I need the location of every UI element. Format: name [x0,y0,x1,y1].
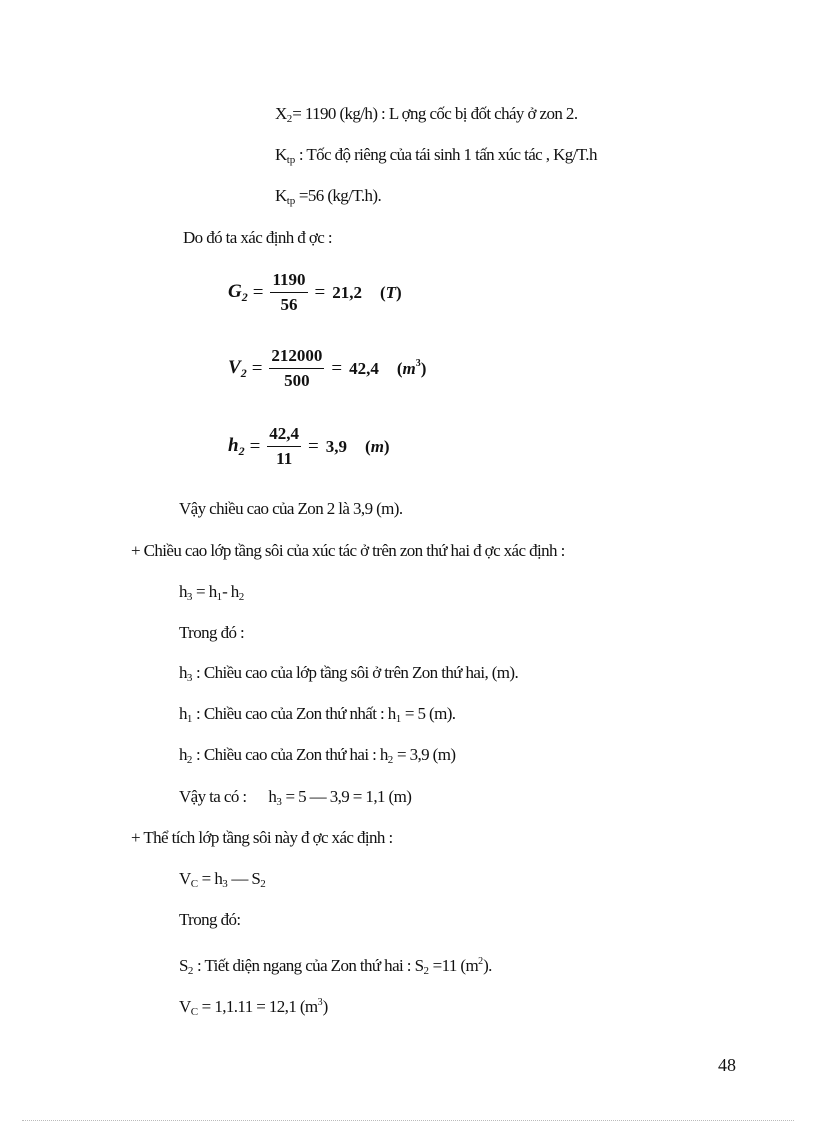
ktp-value: $K_{tp} =56$ (kg/T.h). [275,186,382,207]
eq-unit: (T) [379,282,402,302]
vay-ta-co-line: Vậy ta có : $h_3 = 5$ — 3,9 = 1,1 (m) [179,787,412,808]
eq-result: 21,2 [332,282,362,302]
fraction: $\frac{212000}{500}$ [271,346,323,390]
s2-definition: $S_2$ : Tiết diện ngang của Zon thứ hai : $S_2 =11$ $(m^2)$. [179,956,492,977]
page-number: 48 [718,1055,736,1075]
equation-g2: $G_2$ = $\frac{1190}{56}$ = 21,2 (T) [228,270,402,314]
h1-definition: $h_1$ : Chiều cao của Zon thứ nhất : $h_1 = 5$ (m). [179,704,456,725]
h3-formula: $h_3 = h_1-$ $h_2$ [179,582,245,603]
vc-value: $V_C = 1,1.11 = 12,1$ $(m^3)$ [179,997,328,1018]
eq-unit: (m) [365,436,390,456]
ktp-definition: $K_{tp}$ : Tốc độ riêng của tái sinh 1 tấn xúc tác , Kg/T.h [275,145,597,166]
do-do-line: Do đó ta xác định đ ợc : [183,228,332,247]
equation-h2: $h_2$ = $\frac{42,4}{11}$ = 3,9 (m) [228,424,390,468]
h3-definition: $h_3$ : Chiều cao của lớp tầng sôi ở trên Zon thứ hai, (m). [179,663,519,684]
plus-the-tich-line: + Thể tích lớp tầng sôi này đ ợc xác định : [131,828,393,847]
eq-result: 42,4 [349,358,379,378]
trong-do-line: Trong đó : [179,623,245,642]
page-bottom-divider [22,1120,794,1121]
vc-formula: $V_C = h_3$ — $S_2$ [179,869,266,890]
vay-chieu-cao-line: Vậy chiều cao của Zon 2 là 3,9 (m). [179,499,403,518]
x2-definition: $X_2= 1190$ (kg/h) : L ợng cốc bị đốt cháy ở zon 2. [275,104,578,125]
eq-variable: $G_2$ [228,280,248,304]
eq-result: 3,9 [325,436,348,456]
trong-do-line-2: Trong đó: [179,910,241,929]
h2-definition: $h_2$ : Chiều cao của Zon thứ hai : $h_2 = 3,9$ (m) [179,745,456,766]
eq-unit: $(m^3)$ [396,358,427,378]
eq-variable: $V_2$ [228,356,247,380]
fraction: $\frac{1190}{56}$ [272,270,306,314]
plus-chieu-cao-line: + Chiều cao lớp tầng sôi của xúc tác ở trên zon thứ hai đ ợc xác định : [131,541,565,560]
equation-v2: $V_2$ = $\frac{212000}{500}$ = 42,4 $(m^3)$ [228,346,427,390]
fraction: $\frac{42,4}{11}$ [269,424,300,468]
eq-variable: $h_2$ [228,434,245,458]
